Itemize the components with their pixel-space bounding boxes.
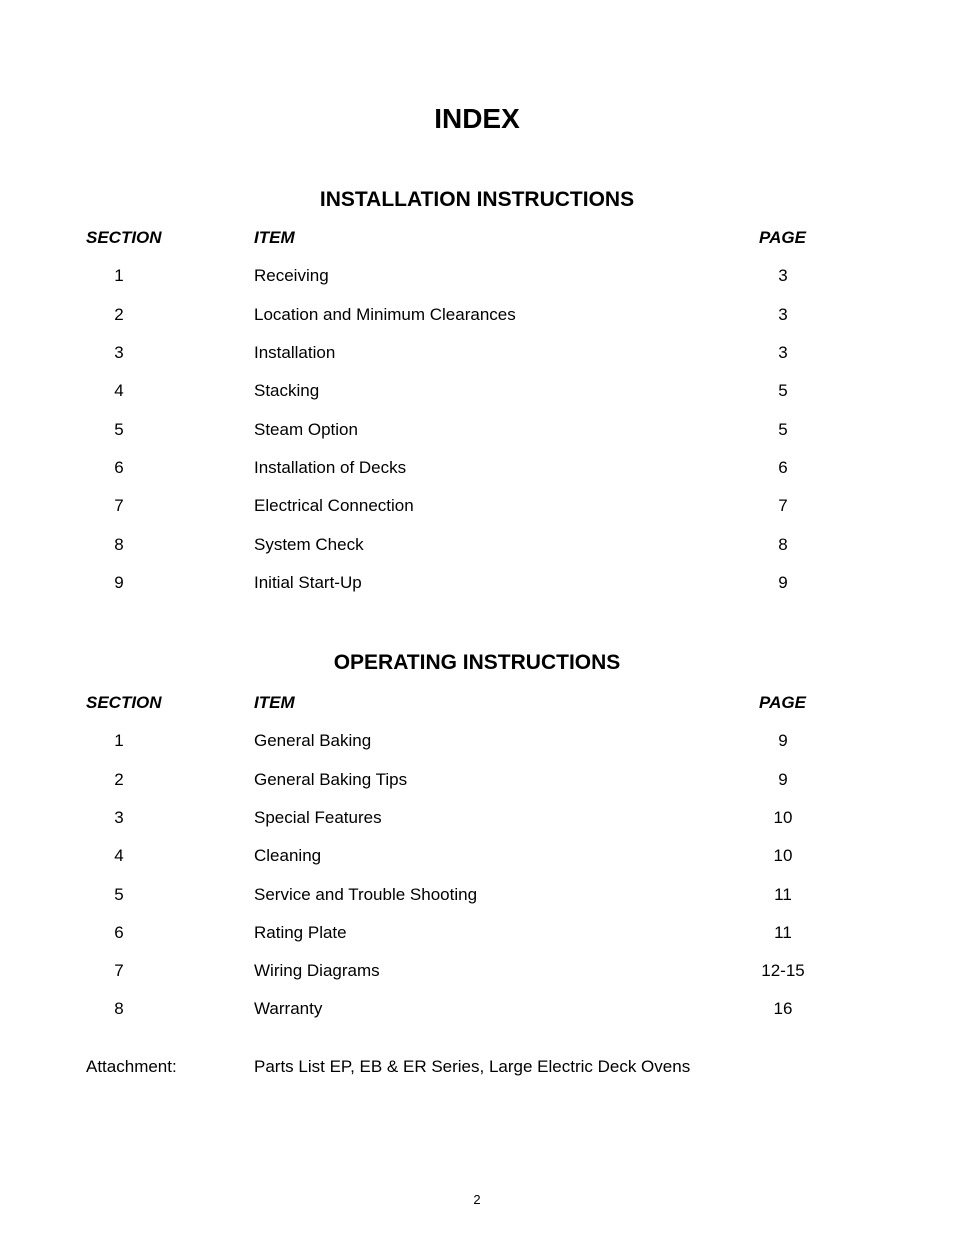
section-number: 7 [114, 961, 124, 980]
operating-row [0, 845, 954, 867]
page-ref: 16 [773, 999, 793, 1018]
section-number: 7 [114, 496, 124, 515]
item-title: General Baking Tips [254, 770, 408, 789]
section-number: 5 [114, 885, 124, 904]
item-title: Installation of Decks [254, 458, 407, 477]
installation-row [0, 534, 954, 556]
page-ref: 6 [778, 458, 788, 477]
installation-row [0, 572, 954, 594]
attachment-text: Parts List EP, EB & ER Series, Large Electric Deck Ovens [254, 1057, 691, 1076]
section-number: 1 [114, 266, 124, 285]
operating-row [0, 730, 954, 752]
section-number: 3 [114, 808, 124, 827]
operating-row [0, 807, 954, 829]
item-title: Stacking [254, 381, 320, 400]
item-title: Installation [254, 343, 336, 362]
page-ref: 10 [773, 808, 793, 827]
page-ref: 11 [774, 923, 792, 942]
item-title: Initial Start-Up [254, 573, 362, 592]
item-title: Steam Option [254, 420, 358, 439]
page-ref: 11 [774, 885, 792, 904]
section-number: 1 [114, 731, 124, 750]
page-ref: 9 [778, 573, 788, 592]
page-ref: 5 [778, 420, 788, 439]
item-title: Special Features [254, 808, 382, 827]
item-title: Cleaning [254, 846, 322, 865]
installation-row [0, 419, 954, 441]
installation-heading: INSTALLATION INSTRUCTIONS [319, 188, 635, 211]
operating-row [0, 960, 954, 982]
section-number: 9 [114, 573, 124, 592]
page-number: 2 [473, 1192, 481, 1207]
item-title: Wiring Diagrams [254, 961, 380, 980]
section-number: 3 [114, 343, 124, 362]
installation-page-header: PAGE [759, 228, 806, 247]
page-ref: 10 [773, 846, 793, 865]
installation-row [0, 342, 954, 364]
installation-row [0, 495, 954, 517]
section-number: 6 [114, 923, 124, 942]
operating-row [0, 884, 954, 906]
installation-row [0, 380, 954, 402]
page-ref: 8 [778, 535, 788, 554]
page-ref: 9 [778, 770, 788, 789]
item-title: Receiving [254, 266, 329, 285]
attachment-label: Attachment: [86, 1057, 177, 1076]
operating-row [0, 769, 954, 791]
operating-row [0, 998, 954, 1020]
item-title: Warranty [254, 999, 323, 1018]
operating-row [0, 922, 954, 944]
operating-page-header: PAGE [759, 693, 806, 712]
operating-item-header: ITEM [254, 693, 295, 712]
section-number: 2 [114, 770, 124, 789]
installation-item-header: ITEM [254, 228, 295, 247]
page-title: INDEX [434, 103, 520, 134]
item-title: Rating Plate [254, 923, 347, 942]
installation-section-header: SECTION [86, 228, 162, 247]
section-number: 5 [114, 420, 124, 439]
installation-row [0, 265, 954, 287]
page-ref: 3 [778, 305, 788, 324]
section-number: 6 [114, 458, 124, 477]
item-title: Service and Trouble Shooting [254, 885, 478, 904]
section-number: 8 [114, 999, 124, 1018]
item-title: System Check [254, 535, 364, 554]
installation-row [0, 304, 954, 326]
page-ref: 3 [778, 343, 788, 362]
item-title: Location and Minimum Clearances [254, 305, 516, 324]
section-number: 4 [114, 846, 124, 865]
operating-heading: OPERATING INSTRUCTIONS [333, 651, 621, 674]
page-ref: 7 [778, 496, 788, 515]
page-ref: 12-15 [761, 961, 805, 980]
item-title: Electrical Connection [254, 496, 414, 515]
section-number: 8 [114, 535, 124, 554]
page-ref: 5 [778, 381, 788, 400]
page-ref: 9 [778, 731, 788, 750]
page-ref: 3 [778, 266, 788, 285]
item-title: General Baking [254, 731, 372, 750]
section-number: 2 [114, 305, 124, 324]
section-number: 4 [114, 381, 124, 400]
installation-row [0, 457, 954, 479]
operating-section-header: SECTION [86, 693, 162, 712]
